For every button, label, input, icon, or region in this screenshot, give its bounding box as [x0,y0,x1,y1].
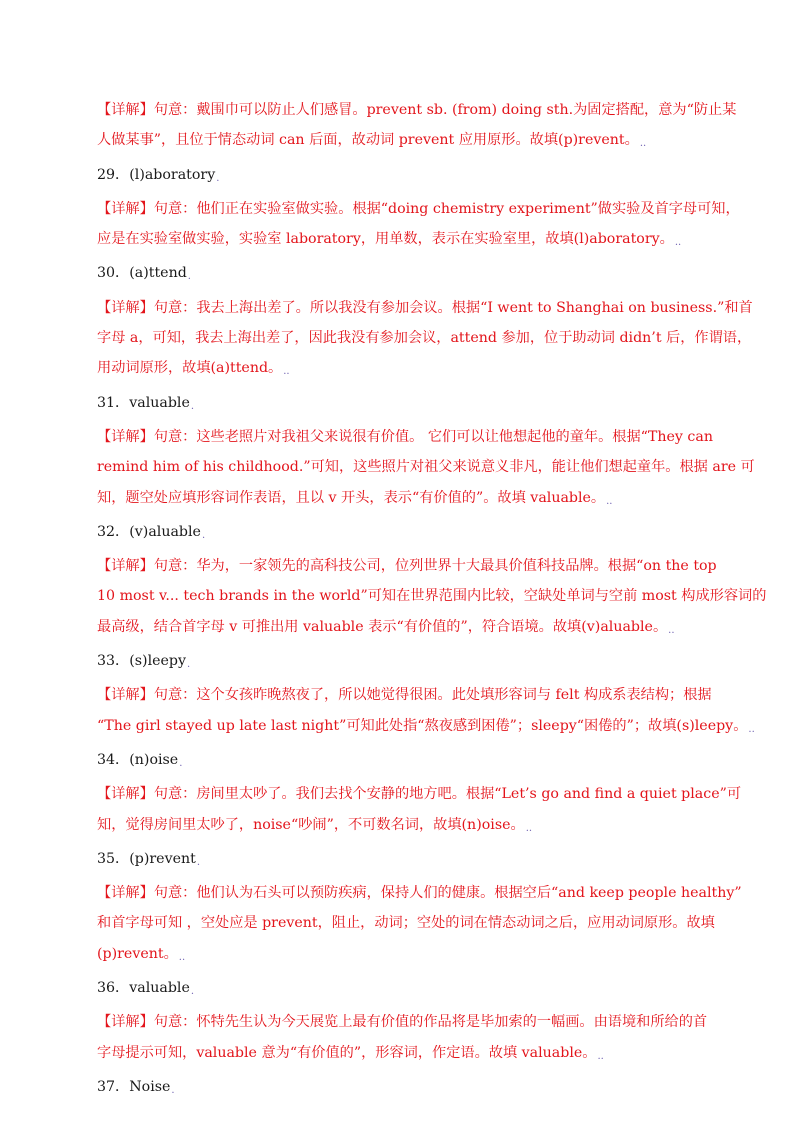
line-text: 用动词原形，故填(a)ttend。 [97,360,283,377]
explanation-line [97,1007,708,1037]
paragraph-mark: . [196,856,201,868]
line-text: 【详解】句意：房间里太吵了。我们去找个安静的地方吧。根据“Let’s go and find a quiet place”可 [97,786,742,803]
explanation-line [97,422,713,452]
line-text: 字母 a，可知，我去上海出差了，因此我没有参加会议，attend 参加，位于助动词 didn’t 后，作谓语， [97,330,752,347]
answer-line [97,160,708,194]
paragraph-mark: . [201,529,206,541]
explanation-line [97,878,742,908]
line-text: 应是在实验室做实验，实验室 laboratory，用单数，表示在实验室里，故填(l)aboratory。 [97,231,674,248]
line-text: (p)revent。 [97,945,178,962]
paragraph-mark: . [190,400,195,412]
line-text: 【详解】句意：我去上海出差了。所以我没有参加会议。根据“I went to Shanghai on business.”和首 [97,299,753,316]
line-text: 知，题空处应填形容词作表语，且以 v 开头，表示“有价值的”。故填 valuable。 [97,489,606,506]
line-text: 36．valuable [97,980,190,997]
answer-line [97,844,708,878]
explanation-line [97,293,753,323]
answer-line [97,517,708,551]
explanation-line [97,452,755,482]
paragraph-mark: .. [668,624,675,636]
line-text: 【详解】句意：这些老照片对我祖父来说很有价值。 它们可以让他想起他的童年。根据“They can [97,428,713,445]
line-text: 人做某事”，且位于情态动词 can 后面，故动词 prevent 应用原形。故填(p)revent。 [97,132,639,149]
answer-line [97,258,708,292]
explanation-line [97,612,708,646]
line-text: 33．(s)leepy [97,653,187,670]
line-text: 知，觉得房间里太吵了，noise“吵闹”，不可数名词，故填(n)oise。 [97,816,525,833]
explanation-line [97,810,708,844]
line-text: 31．valuable [97,394,190,411]
paragraph-mark: . [171,1084,175,1096]
paragraph-mark: . [216,172,220,184]
line-text: 【详解】句意：华为，一家领先的高科技公司，位列世界十大最具价值科技品牌。根据“on the top [97,558,717,575]
paragraph-mark: .. [178,951,186,963]
paragraph-mark: .. [639,138,647,150]
explanation-line [97,125,708,159]
paragraph-mark: .. [606,495,613,507]
paragraph-mark: . [190,986,195,998]
explanation-line [97,1038,708,1072]
paragraph-mark: . [187,271,191,283]
answer-line [97,745,708,779]
line-text: 30．(a)ttend [97,265,187,282]
line-text: remind him of his childhood.”可知，这些照片对祖父来说意义非凡，能让他们想起童年。根据 are 可 [97,459,755,476]
explanation-line [97,353,708,387]
answer-key-content [97,95,767,1106]
explanation-line [97,680,712,710]
line-text: 和首字母可知 ，空处应是 prevent，阻止，动词；空处的词在情态动词之后，应用动词原形。故填 [97,915,715,932]
answer-line [97,646,708,680]
line-text: 字母提示可知，valuable 意为“有价值的”，形容词，作定语。故填 valuable。 [97,1044,597,1061]
line-text: 【详解】句意：这个女孩昨晚熬夜了，所以她觉得很困。此处填形容词与 felt 构成系表结构；根据 [97,687,712,704]
explanation-line [97,551,717,581]
line-text: 最高级，结合首字母 v 可推出用 valuable 表示“有价值的”，符合语境。故填(v)aluable。 [97,618,668,635]
line-text: 【详解】句意：戴围巾可以防止人们感冒。prevent sb. (from) doing sth.为固定搭配，意为“防止某 [97,102,737,118]
explanation-line [97,939,708,973]
paragraph-mark: . [187,659,191,671]
line-text: 【详解】句意：他们认为石头可以预防疾病，保持人们的健康。根据空后“and keep people healthy” [97,885,742,902]
line-text: 29．(l)aboratory [97,166,216,183]
line-text: 【详解】句意：他们正在实验室做实验。根据“doing chemistry experiment”做实验及首字母可知， [97,200,740,217]
line-text: 37．Noise [97,1078,171,1095]
paragraph-mark: .. [597,1050,604,1062]
answer-line [97,388,708,422]
explanation-line [97,779,742,809]
explanation-line [97,711,755,745]
explanation-line [97,224,708,258]
explanation-line [97,483,708,517]
explanation-line [97,95,737,125]
paragraph-mark: .. [674,237,682,249]
line-text: 34．(n)oise [97,751,179,768]
line-text: “The girl stayed up late last night”可知此处指“熬夜感到困倦”；sleepy“困倦的”；故填(s)leepy。 [97,717,748,734]
paragraph-mark: .. [283,366,290,378]
line-text: 32．(v)aluable [97,523,201,540]
line-text: 【详解】句意：怀特先生认为今天展览上最有价值的作品将是毕加索的一幅画。由语境和所给的首 [97,1014,708,1031]
explanation-line [97,194,740,224]
explanation-line [97,581,767,611]
line-text: 35．(p)revent [97,850,196,867]
answer-line [97,1072,708,1106]
line-text: 10 most v... tech brands in the world”可知在世界范围内比较，空缺处单词与空前 most 构成形容词的 [97,588,767,605]
explanation-line [97,908,715,938]
paragraph-mark: .. [748,723,755,735]
answer-line [97,973,708,1007]
explanation-line [97,323,752,353]
paragraph-mark: .. [525,822,533,834]
paragraph-mark: . [179,757,183,769]
